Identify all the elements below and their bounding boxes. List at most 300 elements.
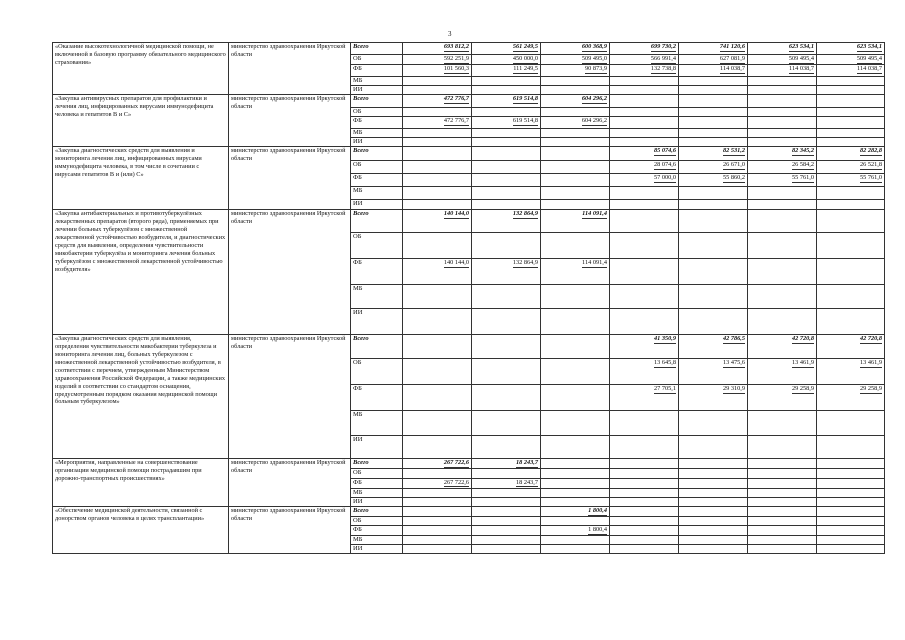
amount-cell (610, 129, 679, 138)
funding-source-label: Всего (351, 43, 403, 55)
amount-value: 29 258,9 (859, 385, 882, 393)
funding-source-label: ОБ (351, 359, 403, 385)
amount-cell (748, 147, 817, 161)
amount-value: 29 258,9 (791, 385, 814, 393)
funding-source-label: Всего (351, 210, 403, 233)
amount-cell (541, 497, 610, 506)
amount-cell (541, 506, 610, 516)
amount-cell (610, 385, 679, 411)
amount-cell (541, 545, 610, 554)
amount-cell (403, 129, 472, 138)
amount-cell (541, 385, 610, 411)
table-row (53, 95, 885, 108)
amount-value: 450 000,0 (512, 55, 538, 62)
amount-cell (472, 108, 541, 117)
amount-cell (610, 411, 679, 436)
amount-cell (403, 95, 472, 108)
amount-cell (679, 233, 748, 259)
amount-cell (403, 210, 472, 233)
amount-value: 13 461,9 (859, 359, 882, 367)
amount-cell (679, 516, 748, 525)
amount-cell (679, 545, 748, 554)
amount-cell (610, 76, 679, 85)
amount-cell (403, 535, 472, 544)
funding-source-label: ИИ (351, 436, 403, 459)
funding-source-label: Всего (351, 335, 403, 359)
amount-cell (748, 411, 817, 436)
amount-cell (748, 497, 817, 506)
amount-cell (541, 200, 610, 210)
amount-cell (610, 259, 679, 285)
amount-cell (541, 309, 610, 335)
funding-source-label: МБ (351, 488, 403, 497)
amount-cell (403, 459, 472, 469)
amount-cell (748, 459, 817, 469)
funding-source-label: ОБ (351, 108, 403, 117)
amount-cell (403, 200, 472, 210)
amount-cell (748, 309, 817, 335)
amount-value: 57 000,0 (653, 174, 676, 182)
amount-cell (403, 43, 472, 55)
amount-value: 509 495,4 (788, 55, 814, 62)
amount-cell (541, 210, 610, 233)
amount-cell (679, 359, 748, 385)
amount-cell (541, 285, 610, 309)
funding-source-label: ФБ (351, 64, 403, 76)
amount-value: 114 038,7 (720, 64, 745, 72)
amount-cell (817, 147, 885, 161)
amount-cell (403, 335, 472, 359)
amount-cell (541, 478, 610, 488)
amount-value: 42 720,8 (859, 335, 882, 343)
amount-value: 140 144,0 (443, 259, 469, 267)
amount-cell (748, 187, 817, 200)
funding-source-label: ФБ (351, 385, 403, 411)
amount-cell (541, 459, 610, 469)
amount-value: 140 144,0 (443, 210, 469, 218)
amount-cell (748, 335, 817, 359)
amount-cell (403, 117, 472, 129)
funding-source-label: ИИ (351, 545, 403, 554)
amount-cell (472, 147, 541, 161)
amount-cell (748, 76, 817, 85)
table-row (53, 335, 885, 359)
amount-cell (610, 285, 679, 309)
amount-cell (748, 516, 817, 525)
amount-cell (817, 233, 885, 259)
amount-cell (679, 488, 748, 497)
amount-value: 619 514,8 (512, 95, 538, 103)
amount-value: 13 645,8 (653, 359, 676, 367)
amount-cell (541, 85, 610, 94)
amount-cell (679, 535, 748, 544)
amount-cell (679, 285, 748, 309)
amount-cell (403, 309, 472, 335)
program-name: «Мероприятия, направленные на совершенствование организации медицинской помощи пострадавшим при дорожно-транспортных происшествиях» (53, 459, 229, 506)
amount-cell (472, 411, 541, 436)
amount-cell (817, 85, 885, 94)
amount-cell (817, 497, 885, 506)
amount-value: 699 730,2 (650, 43, 676, 50)
amount-cell (610, 108, 679, 117)
amount-cell (472, 335, 541, 359)
amount-value: 623 534,1 (856, 43, 882, 50)
amount-cell (541, 95, 610, 108)
amount-cell (472, 525, 541, 535)
amount-cell (541, 108, 610, 117)
amount-cell (817, 525, 885, 535)
amount-value: 82 345,2 (791, 147, 814, 155)
program-executor: министерство здравоохранения Иркутской области (229, 459, 351, 506)
amount-cell (472, 95, 541, 108)
amount-cell (541, 516, 610, 525)
amount-cell (472, 459, 541, 469)
amount-cell (403, 506, 472, 516)
amount-cell (403, 516, 472, 525)
amount-cell (748, 174, 817, 187)
amount-cell (679, 108, 748, 117)
amount-cell (403, 385, 472, 411)
amount-cell (610, 545, 679, 554)
amount-cell (679, 469, 748, 478)
amount-cell (610, 55, 679, 65)
amount-cell (472, 117, 541, 129)
amount-cell (817, 459, 885, 469)
amount-cell (472, 85, 541, 94)
budget-table (52, 42, 885, 554)
amount-cell (817, 95, 885, 108)
amount-cell (472, 545, 541, 554)
amount-value: 693 812,2 (443, 43, 469, 50)
amount-value: 627 081,9 (719, 55, 745, 62)
amount-cell (817, 535, 885, 544)
funding-source-label: МБ (351, 187, 403, 200)
funding-source-label: Всего (351, 95, 403, 108)
amount-cell (403, 55, 472, 65)
amount-value: 41 350,9 (653, 335, 676, 343)
funding-source-label: ОБ (351, 161, 403, 174)
amount-cell (541, 138, 610, 147)
amount-value: 55 860,2 (722, 174, 745, 182)
amount-value: 26 521,8 (859, 161, 882, 169)
amount-cell (610, 43, 679, 55)
amount-cell (541, 335, 610, 359)
amount-value: 472 776,7 (443, 117, 469, 125)
amount-value: 509 495,4 (856, 55, 882, 62)
amount-cell (748, 545, 817, 554)
amount-cell (610, 335, 679, 359)
funding-source-label: Всего (351, 459, 403, 469)
amount-cell (472, 129, 541, 138)
amount-cell (817, 210, 885, 233)
amount-cell (541, 233, 610, 259)
amount-cell (472, 259, 541, 285)
amount-value: 509 495,0 (581, 55, 607, 62)
amount-cell (748, 259, 817, 285)
amount-cell (610, 436, 679, 459)
amount-cell (403, 497, 472, 506)
amount-cell (679, 187, 748, 200)
amount-cell (403, 488, 472, 497)
amount-cell (748, 108, 817, 117)
amount-cell (679, 309, 748, 335)
amount-cell (472, 535, 541, 544)
amount-cell (403, 259, 472, 285)
amount-cell (817, 200, 885, 210)
amount-cell (679, 411, 748, 436)
amount-value: 111 249,5 (513, 64, 538, 72)
amount-value: 619 514,8 (512, 117, 538, 125)
amount-value: 18 243,7 (515, 478, 538, 486)
amount-cell (541, 488, 610, 497)
funding-source-label: ОБ (351, 55, 403, 65)
amount-cell (403, 85, 472, 94)
amount-cell (817, 174, 885, 187)
amount-cell (679, 43, 748, 55)
funding-source-label: ИИ (351, 138, 403, 147)
amount-cell (541, 117, 610, 129)
amount-cell (748, 117, 817, 129)
amount-cell (541, 161, 610, 174)
funding-source-label: ОБ (351, 516, 403, 525)
amount-value: 566 991,4 (650, 55, 676, 62)
amount-cell (403, 545, 472, 554)
amount-cell (610, 85, 679, 94)
funding-source-label: ОБ (351, 469, 403, 478)
amount-cell (679, 55, 748, 65)
amount-cell (679, 459, 748, 469)
amount-cell (748, 488, 817, 497)
amount-cell (817, 506, 885, 516)
amount-value: 42 720,8 (791, 335, 814, 343)
amount-cell (679, 174, 748, 187)
amount-cell (541, 469, 610, 478)
amount-cell (403, 76, 472, 85)
program-executor: министерство здравоохранения Иркутской области (229, 147, 351, 210)
amount-cell (679, 147, 748, 161)
amount-cell (610, 469, 679, 478)
amount-cell (541, 411, 610, 436)
amount-cell (817, 64, 885, 76)
amount-value: 1 800,4 (588, 525, 607, 533)
amount-cell (748, 161, 817, 174)
amount-value: 26 671,0 (722, 161, 745, 169)
amount-cell (403, 147, 472, 161)
amount-value: 55 761,0 (859, 174, 882, 182)
amount-cell (541, 525, 610, 535)
funding-source-label: ФБ (351, 259, 403, 285)
amount-value: 600 368,9 (581, 43, 607, 50)
funding-source-label: ИИ (351, 85, 403, 94)
program-executor: министерство здравоохранения Иркутской области (229, 210, 351, 335)
program-executor: министерство здравоохранения Иркутской области (229, 95, 351, 147)
amount-cell (403, 469, 472, 478)
amount-cell (748, 55, 817, 65)
funding-source-label: ФБ (351, 174, 403, 187)
amount-value: 623 534,1 (788, 43, 814, 50)
amount-cell (610, 506, 679, 516)
amount-value: 82 531,2 (722, 147, 745, 155)
amount-cell (817, 43, 885, 55)
amount-cell (679, 210, 748, 233)
amount-value: 114 091,4 (582, 210, 607, 218)
amount-cell (748, 285, 817, 309)
amount-cell (679, 525, 748, 535)
amount-cell (817, 108, 885, 117)
amount-cell (748, 469, 817, 478)
table-row (53, 459, 885, 469)
amount-cell (472, 200, 541, 210)
amount-value: 472 776,7 (443, 95, 469, 103)
amount-value: 561 249,5 (512, 43, 538, 50)
amount-cell (817, 478, 885, 488)
amount-cell (610, 187, 679, 200)
amount-cell (403, 161, 472, 174)
funding-source-label: ФБ (351, 478, 403, 488)
amount-cell (472, 233, 541, 259)
amount-cell (748, 43, 817, 55)
funding-source-label: МБ (351, 411, 403, 436)
program-name: «Обеспечение медицинской деятельности, связанной с донорством органов человека в целях трансплантации» (53, 506, 229, 553)
amount-cell (610, 161, 679, 174)
amount-value: 267 722,6 (443, 478, 469, 486)
amount-cell (817, 385, 885, 411)
amount-cell (541, 436, 610, 459)
amount-cell (403, 525, 472, 535)
amount-cell (403, 108, 472, 117)
amount-cell (541, 535, 610, 544)
amount-cell (472, 76, 541, 85)
amount-value: 26 584,2 (791, 161, 814, 169)
amount-cell (541, 43, 610, 55)
funding-source-label: ИИ (351, 497, 403, 506)
amount-cell (610, 309, 679, 335)
amount-cell (610, 459, 679, 469)
funding-source-label: ФБ (351, 117, 403, 129)
amount-cell (472, 64, 541, 76)
amount-value: 85 074,6 (653, 147, 676, 155)
amount-cell (817, 55, 885, 65)
program-executor: министерство здравоохранения Иркутской области (229, 335, 351, 459)
amount-cell (472, 187, 541, 200)
amount-value: 18 243,7 (515, 459, 538, 467)
program-executor: министерство здравоохранения Иркутской области (229, 506, 351, 553)
amount-cell (403, 285, 472, 309)
amount-cell (679, 259, 748, 285)
amount-cell (610, 516, 679, 525)
amount-cell (541, 129, 610, 138)
amount-cell (748, 233, 817, 259)
amount-value: 132 738,8 (650, 64, 676, 72)
amount-value: 132 864,9 (512, 259, 538, 267)
amount-cell (610, 117, 679, 129)
amount-cell (817, 488, 885, 497)
amount-cell (748, 478, 817, 488)
amount-cell (610, 64, 679, 76)
amount-cell (472, 43, 541, 55)
amount-cell (403, 174, 472, 187)
amount-value: 114 038,7 (789, 64, 814, 72)
amount-cell (403, 233, 472, 259)
amount-cell (610, 174, 679, 187)
amount-cell (610, 525, 679, 535)
amount-cell (472, 285, 541, 309)
amount-cell (817, 129, 885, 138)
table-row (53, 147, 885, 161)
amount-cell (748, 129, 817, 138)
table-row (53, 43, 885, 55)
amount-cell (748, 535, 817, 544)
amount-cell (679, 200, 748, 210)
funding-source-label: МБ (351, 285, 403, 309)
amount-cell (817, 469, 885, 478)
amount-cell (403, 478, 472, 488)
amount-cell (472, 174, 541, 187)
amount-cell (679, 497, 748, 506)
amount-cell (472, 161, 541, 174)
program-name: «Закупка диагностических средств для выявления, определения чувствительности микобактерии туберкулеза и мониторинга лечения лиц, больных туберкулезом с множественной лекарственной устойчивостью возбудителя, в соответствии с перечнем, утвержденным Министерством здравоохранения Российской Федерации, а также медицинских изделий в соответствии со стандартом оснащения, предусмотренным порядком оказания медицинской помощи больным туберкулезом» (53, 335, 229, 459)
amount-cell (679, 76, 748, 85)
amount-cell (403, 436, 472, 459)
amount-cell (748, 95, 817, 108)
amount-cell (472, 385, 541, 411)
program-executor: министерство здравоохранения Иркутской области (229, 43, 351, 95)
amount-cell (748, 436, 817, 459)
amount-cell (472, 436, 541, 459)
funding-source-label: ИИ (351, 200, 403, 210)
amount-cell (472, 516, 541, 525)
amount-cell (817, 187, 885, 200)
amount-value: 13 475,6 (722, 359, 745, 367)
page-number: 3 (448, 30, 452, 38)
program-name: «Закупка антивирусных препаратов для профилактики и лечения лиц, инфицированных вирусами иммунодефицита человека и гепатитов В и С» (53, 95, 229, 147)
amount-cell (817, 259, 885, 285)
amount-cell (817, 436, 885, 459)
amount-cell (817, 309, 885, 335)
funding-source-label: ИИ (351, 309, 403, 335)
amount-cell (610, 488, 679, 497)
amount-cell (610, 497, 679, 506)
amount-cell (472, 478, 541, 488)
amount-value: 592 251,9 (443, 55, 469, 62)
program-name: «Закупка антибактериальных и противотуберкулёзных лекарственных препаратов (второго ряда), применяемых при лечении больных туберкулёзом с множественной лекарственной устойчивостью возбудителя, и диагностических средств для выявления, определения чувствительности микобактерии туберкулёза и мониторинга лечения больных туберкулёзом с множественной лекарственной устойчивостью возбудителя» (53, 210, 229, 335)
amount-cell (748, 138, 817, 147)
funding-source-label: МБ (351, 76, 403, 85)
amount-cell (679, 506, 748, 516)
amount-cell (817, 117, 885, 129)
amount-cell (403, 138, 472, 147)
amount-value: 13 461,9 (791, 359, 814, 367)
amount-cell (817, 76, 885, 85)
amount-cell (472, 309, 541, 335)
amount-cell (541, 187, 610, 200)
amount-cell (748, 85, 817, 94)
amount-cell (610, 210, 679, 233)
amount-cell (748, 525, 817, 535)
amount-cell (748, 64, 817, 76)
amount-cell (817, 138, 885, 147)
funding-source-label: МБ (351, 535, 403, 544)
funding-source-label: Всего (351, 506, 403, 516)
amount-cell (817, 285, 885, 309)
amount-cell (472, 497, 541, 506)
amount-cell (541, 174, 610, 187)
amount-cell (610, 138, 679, 147)
amount-cell (541, 64, 610, 76)
amount-value: 82 282,8 (859, 147, 882, 155)
amount-value: 27 705,1 (653, 385, 676, 393)
amount-cell (748, 359, 817, 385)
